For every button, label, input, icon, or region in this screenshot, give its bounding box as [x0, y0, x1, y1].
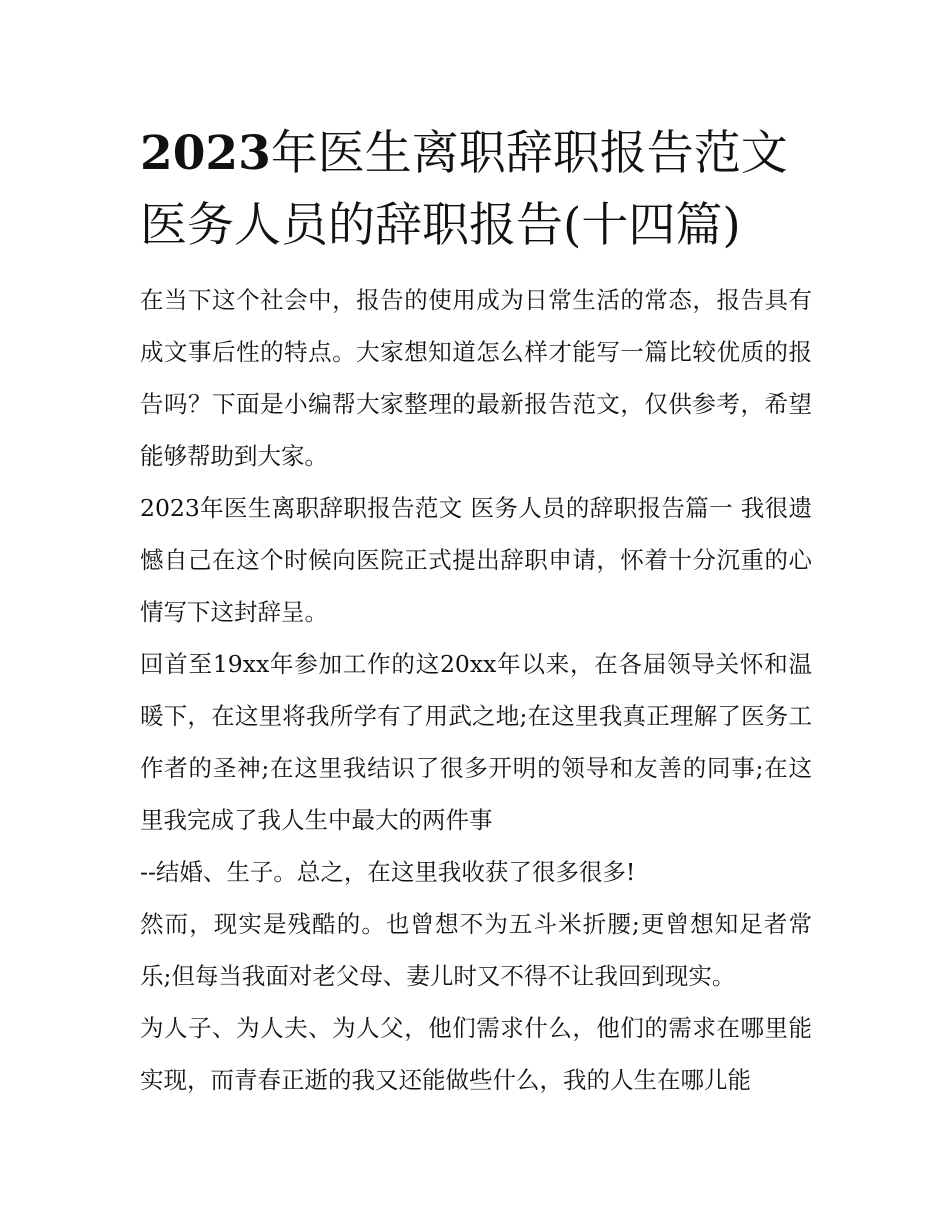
paragraph-intro: 在当下这个社会中，报告的使用成为日常生活的常态，报告具有成文事后性的特点。大家想知道怎么样才能写一篇比较优质的报告吗？下面是小编帮大家整理的最新报告范文，仅供参考，希望能够帮助到大家。: [140, 286, 812, 470]
paragraph-1: 2023年医生离职辞职报告范文 医务人员的辞职报告篇一 我很遗憾自己在这个时候向医院正式提出辞职申请，怀着十分沉重的心情写下这封辞呈。: [140, 494, 812, 626]
paragraph-4: 然而，现实是残酷的。也曾想不为五斗米折腰;更曾想知足者常乐;但每当我面对老父母、妻儿时又不得不让我回到现实。: [140, 910, 812, 990]
document-body: [140, 274, 812, 1106]
title-text: 年医生离职辞职报告范文医务人员的辞职报告(十四篇): [140, 126, 788, 253]
document-title: [140, 118, 820, 262]
paragraph-2: 回首至19xx年参加工作的这20xx年以来，在各届领导关怀和温暖下，在这里将我所学有了用武之地;在这里我真正理解了医务工作者的圣神;在这里我结识了很多开明的领导和友善的同事;在这里我完成了我人生中最大的两件事: [140, 650, 812, 834]
title-year: 2023: [140, 126, 271, 181]
paragraph-3: --结婚、生子。总之，在这里我收获了很多很多!: [140, 858, 636, 886]
paragraph-5: 为人子、为人夫、为人父，他们需求什么，他们的需求在哪里能实现，而青春正逝的我又还能做些什么，我的人生在哪儿能: [140, 1014, 812, 1094]
